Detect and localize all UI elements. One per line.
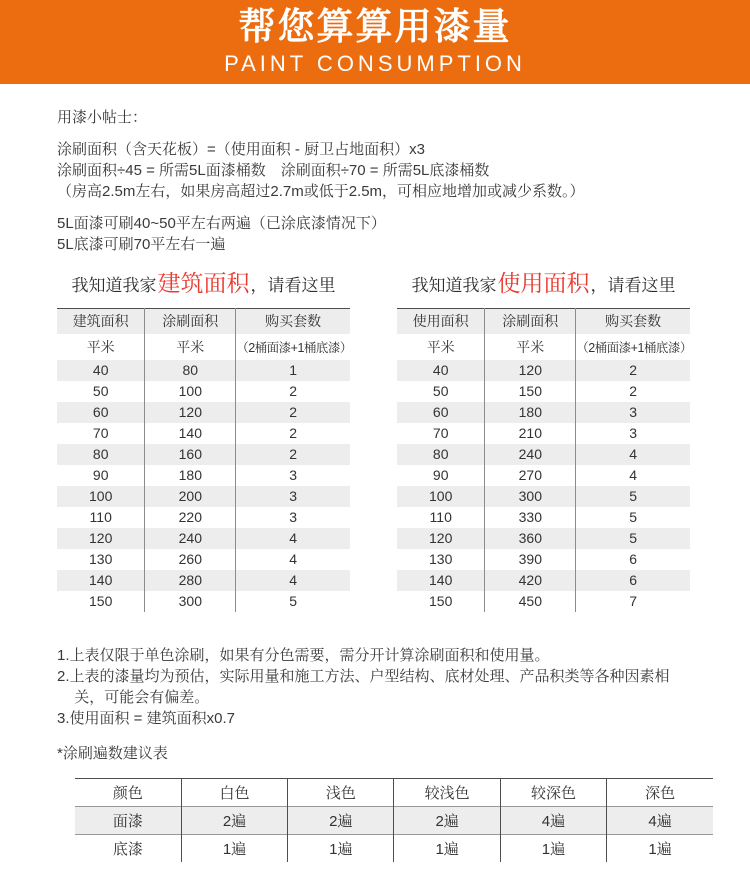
data-cell: 450 [485, 591, 576, 612]
table-row [397, 507, 690, 528]
title-highlight: 使用面积 [497, 270, 590, 296]
data-cell: 4 [576, 465, 690, 486]
table-row [397, 381, 690, 402]
coats-header-cell: 较深色 [500, 778, 606, 806]
table-row [75, 806, 713, 834]
table-row [397, 444, 690, 465]
coverage-block [57, 213, 693, 255]
data-cell: 150 [397, 591, 485, 612]
data-cell: 5 [236, 591, 350, 612]
table-row [57, 486, 350, 507]
data-cell: 270 [485, 465, 576, 486]
subheader-cell: （2桶面漆+1桶底漆） [236, 334, 350, 360]
data-cell: 240 [485, 444, 576, 465]
data-cell: 4 [576, 444, 690, 465]
table-row [57, 444, 350, 465]
coats-header-cell: 深色 [607, 778, 713, 806]
data-cell: 160 [145, 444, 236, 465]
table-row [57, 549, 350, 570]
subheader-cell: 平米 [145, 334, 236, 360]
table-row [397, 549, 690, 570]
data-cell: 2 [236, 381, 350, 402]
header-cell: 购买套数 [236, 309, 350, 334]
coats-header-cell: 较浅色 [394, 778, 500, 806]
building-area-section [57, 268, 350, 612]
table-row [397, 360, 690, 381]
title-prefix: 我知道我家 [411, 276, 497, 295]
data-cell: 2 [236, 423, 350, 444]
coats-header-cell: 白色 [181, 778, 287, 806]
table-row [397, 591, 690, 612]
coats-recommendation-table [75, 778, 713, 863]
building-area-table [57, 308, 350, 612]
coats-cell: 面漆 [75, 806, 181, 834]
data-cell: 150 [57, 591, 145, 612]
data-cell: 70 [57, 423, 145, 444]
title-prefix: 我知道我家 [71, 276, 157, 295]
data-cell: 80 [145, 360, 236, 381]
note-line-1: 1.上表仅限于单色涂刷，如果有分色需要，需分开计算涂刷面积和使用量。 [57, 646, 550, 664]
table-row [57, 402, 350, 423]
table-row [57, 570, 350, 591]
data-cell: 130 [397, 549, 485, 570]
coats-table-label: *涂刷遍数建议表 [57, 744, 168, 762]
usage-area-table [397, 308, 690, 612]
subheader-cell: （2桶面漆+1桶底漆） [576, 334, 690, 360]
note-line-3: 3.使用面积 = 建筑面积x0.7 [57, 709, 235, 727]
data-cell: 360 [485, 528, 576, 549]
data-cell: 6 [576, 570, 690, 591]
coats-cell: 1遍 [181, 834, 287, 862]
header-cell: 涂刷面积 [145, 309, 236, 334]
header-cell: 使用面积 [397, 309, 485, 334]
data-cell: 330 [485, 507, 576, 528]
notes-block [57, 645, 693, 729]
data-cell: 6 [576, 549, 690, 570]
data-cell: 180 [145, 465, 236, 486]
coats-cell: 2遍 [181, 806, 287, 834]
note-line-2: 2.上表的漆量均为预估，实际用量和施工方法、户型结构、底材处理、产品积类等各种因素相关，可能会有偏差。 [57, 667, 670, 706]
coats-cell: 2遍 [394, 806, 500, 834]
data-cell: 180 [485, 402, 576, 423]
data-cell: 90 [57, 465, 145, 486]
table-row [57, 334, 350, 360]
coats-cell: 1遍 [500, 834, 606, 862]
data-cell: 3 [236, 507, 350, 528]
main-content [0, 106, 750, 862]
usage-area-section [397, 268, 690, 612]
data-cell: 280 [145, 570, 236, 591]
data-cell: 1 [236, 360, 350, 381]
coats-cell: 1遍 [288, 834, 394, 862]
data-cell: 2 [236, 444, 350, 465]
data-cell: 7 [576, 591, 690, 612]
data-cell: 50 [397, 381, 485, 402]
table-row [397, 570, 690, 591]
tip-line-primer-coverage: 5L底漆可刷70平左右一遍 [57, 236, 226, 253]
data-cell: 100 [397, 486, 485, 507]
data-cell: 100 [145, 381, 236, 402]
data-cell: 390 [485, 549, 576, 570]
data-cell: 2 [236, 402, 350, 423]
data-cell: 40 [57, 360, 145, 381]
table-row [397, 528, 690, 549]
page-title: 帮您算算用漆量 [238, 6, 512, 48]
data-cell: 80 [397, 444, 485, 465]
data-cell: 120 [57, 528, 145, 549]
data-cell: 140 [145, 423, 236, 444]
coats-cell: 4遍 [607, 806, 713, 834]
table-row [57, 309, 350, 334]
data-cell: 3 [576, 402, 690, 423]
data-cell: 50 [57, 381, 145, 402]
page-subtitle: PAINT CONSUMPTION [224, 50, 526, 76]
data-cell: 60 [397, 402, 485, 423]
area-tables [57, 268, 693, 612]
data-cell: 4 [236, 549, 350, 570]
data-cell: 5 [576, 486, 690, 507]
title-highlight: 建筑面积 [157, 270, 250, 296]
table-row [75, 834, 713, 862]
table-row [397, 423, 690, 444]
table-row [57, 381, 350, 402]
data-cell: 5 [576, 507, 690, 528]
data-cell: 3 [576, 423, 690, 444]
table-row [397, 402, 690, 423]
data-cell: 40 [397, 360, 485, 381]
data-cell: 210 [485, 423, 576, 444]
subheader-cell: 平米 [485, 334, 576, 360]
table-row [57, 465, 350, 486]
data-cell: 60 [57, 402, 145, 423]
table-row [57, 507, 350, 528]
data-cell: 140 [397, 570, 485, 591]
data-cell: 420 [485, 570, 576, 591]
data-cell: 300 [145, 591, 236, 612]
data-cell: 110 [397, 507, 485, 528]
data-cell: 2 [576, 381, 690, 402]
header-cell: 建筑面积 [57, 309, 145, 334]
data-cell: 80 [57, 444, 145, 465]
table-row [57, 360, 350, 381]
table-row [397, 465, 690, 486]
data-cell: 240 [145, 528, 236, 549]
subheader-cell: 平米 [57, 334, 145, 360]
data-cell: 4 [236, 570, 350, 591]
tip-line-topcoat-coverage: 5L面漆可刷40~50平左右两遍（已涂底漆情况下） [57, 215, 386, 232]
usage-area-table-title [397, 268, 690, 298]
coats-header-cell: 浅色 [288, 778, 394, 806]
building-area-table-title [57, 268, 350, 298]
data-cell: 100 [57, 486, 145, 507]
header-cell: 涂刷面积 [485, 309, 576, 334]
tip-line-bucket-formula: 涂刷面积÷45 = 所需5L面漆桶数 涂刷面积÷70 = 所需5L底漆桶数 [57, 162, 490, 179]
table-row [57, 591, 350, 612]
data-cell: 200 [145, 486, 236, 507]
formula-block [57, 139, 693, 202]
title-suffix: ，请看这里 [590, 276, 676, 295]
subheader-cell: 平米 [397, 334, 485, 360]
tip-line-height-note: （房高2.5m左右，如果房高超过2.7m或低于2.5m，可相应地增加或减少系数。） [57, 183, 585, 200]
data-cell: 140 [57, 570, 145, 591]
data-cell: 300 [485, 486, 576, 507]
table-row [397, 334, 690, 360]
coats-cell: 4遍 [500, 806, 606, 834]
data-cell: 150 [485, 381, 576, 402]
table-row [397, 486, 690, 507]
data-cell: 3 [236, 486, 350, 507]
data-cell: 2 [576, 360, 690, 381]
data-cell: 260 [145, 549, 236, 570]
data-cell: 4 [236, 528, 350, 549]
data-cell: 110 [57, 507, 145, 528]
header-cell: 购买套数 [576, 309, 690, 334]
table-row [57, 423, 350, 444]
table-row [397, 309, 690, 334]
table-row [57, 528, 350, 549]
tips-heading: 用漆小帖士： [57, 109, 148, 126]
data-cell: 220 [145, 507, 236, 528]
title-suffix: ，请看这里 [250, 276, 336, 295]
coats-cell: 1遍 [394, 834, 500, 862]
coats-cell: 2遍 [288, 806, 394, 834]
coats-cell: 底漆 [75, 834, 181, 862]
tip-line-paint-area-formula: 涂刷面积（含天花板）=（使用面积 - 厨卫占地面积）x3 [57, 141, 425, 158]
data-cell: 3 [236, 465, 350, 486]
data-cell: 120 [397, 528, 485, 549]
data-cell: 70 [397, 423, 485, 444]
coats-header-cell: 颜色 [75, 778, 181, 806]
data-cell: 130 [57, 549, 145, 570]
table-row [75, 778, 713, 806]
data-cell: 90 [397, 465, 485, 486]
data-cell: 120 [145, 402, 236, 423]
data-cell: 120 [485, 360, 576, 381]
header-banner [0, 0, 750, 84]
coats-cell: 1遍 [607, 834, 713, 862]
data-cell: 5 [576, 528, 690, 549]
